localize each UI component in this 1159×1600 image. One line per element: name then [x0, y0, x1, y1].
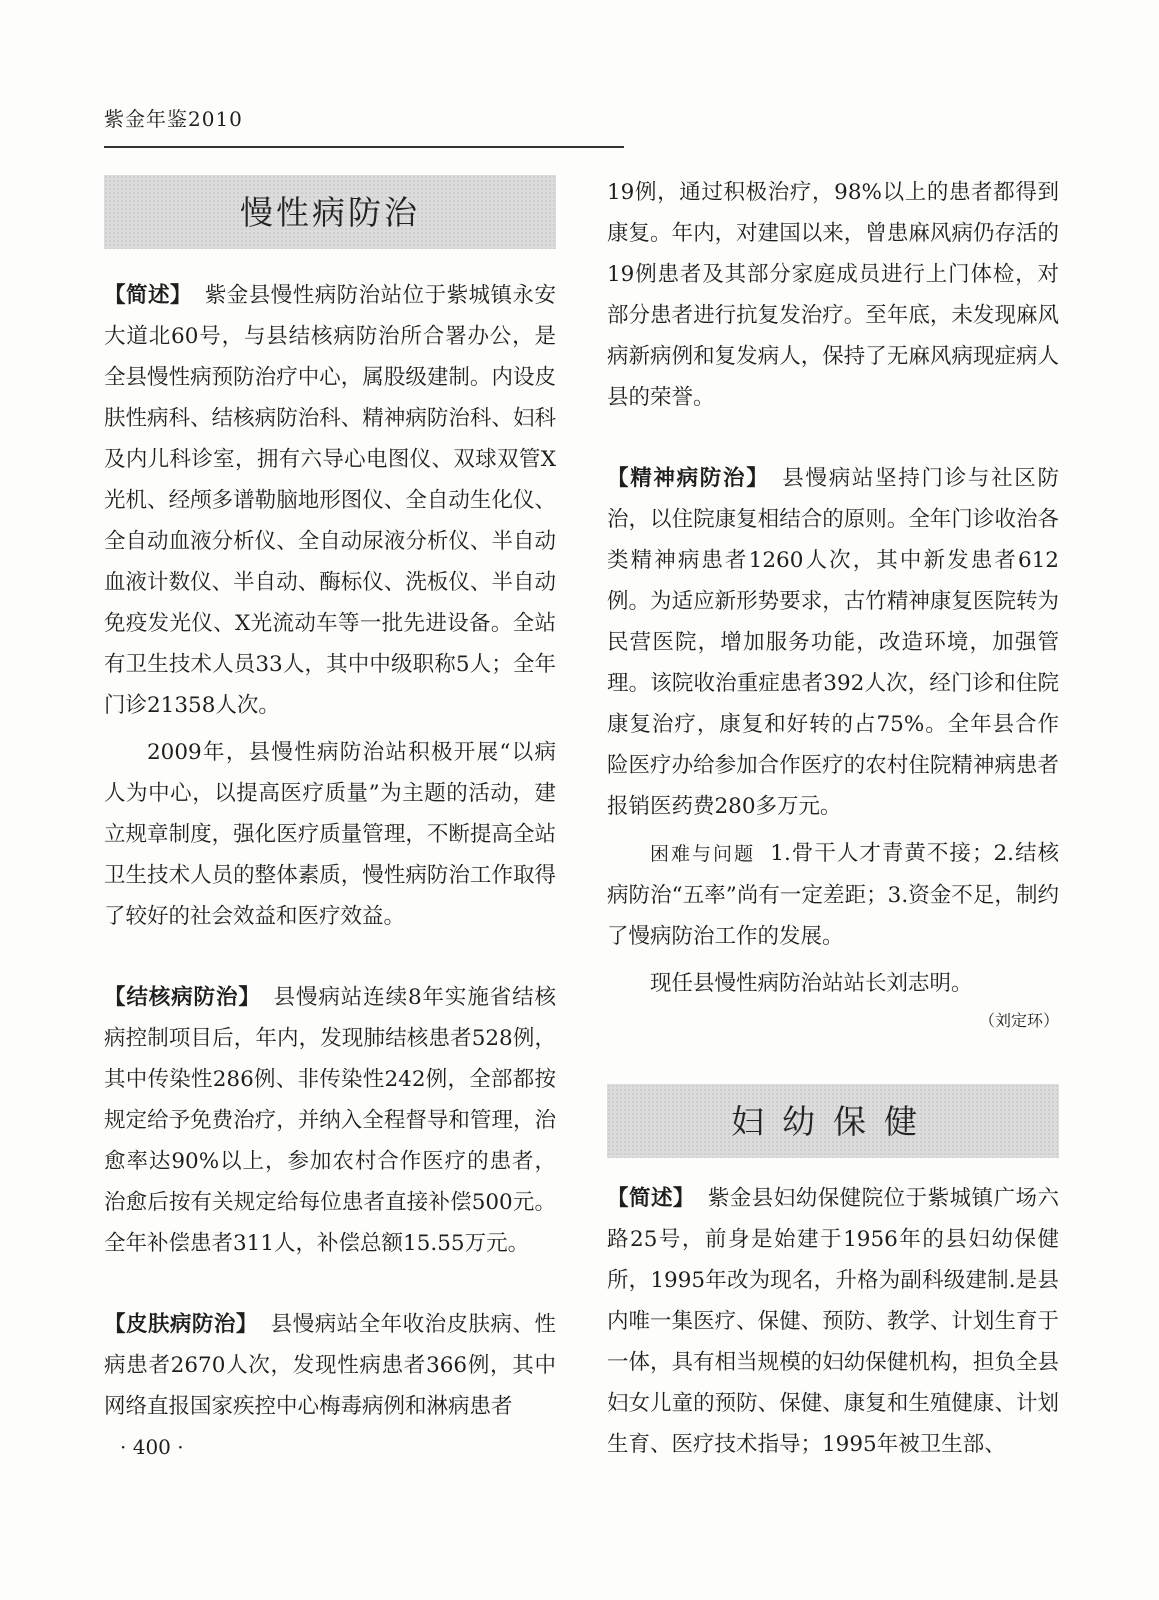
maternal-summary-tag: 【简述】 [607, 1186, 695, 1211]
maternal-summary [607, 1178, 1059, 1465]
skin-tag: 【皮肤病防治】 [104, 1312, 258, 1337]
tb-paragraph [104, 977, 556, 1264]
author-credit: （刘定环） [978, 1011, 1059, 1030]
maternal-section [607, 1084, 1059, 1465]
section-title-chronic: 慢性病防治 [104, 175, 556, 249]
skin-continued: 19例，通过积极治疗，98%以上的患者都得到康复。年内，对建国以来，曾患麻风病仍存活的19例患者及其部分家庭成员进行上门体检，对部分患者进行抗复发治疗。至年底，未发现麻风病新病例和复发病人，保持了无麻风病现症病人县的荣誉。 [607, 180, 1059, 410]
chronic-2009-paragraph: 2009年，县慢性病防治站积极开展“以病人为中心，以提高医疗质量”为主题的活动，建立规章制度，强化医疗质量管理，不断提高全站卫生技术人员的整体素质，慢性病防治工作取得了较好的社会效益和医疗效益。 [104, 740, 556, 929]
chronic-summary [104, 275, 556, 726]
director-paragraph: 现任县慢性病防治站站长刘志明。 [650, 971, 973, 996]
running-header: 紫金年鉴2010 [104, 107, 243, 131]
section-title-maternal: 妇幼保健 [607, 1084, 1059, 1158]
skin-paragraph [104, 1304, 556, 1427]
problems-label: 困难与问题 [650, 843, 756, 865]
tb-text: 县慢病站连续8年实施省结核病控制项目后，年内，发现肺结核患者528例，其中传染性286例、非传染性242例，全部都按规定给予免费治疗，并纳入全程督导和管理，治愈率达90%以上，参加农村合作医疗的患者，治愈后按有关规定给每位患者直接补偿500元。全年补偿患者311人，补偿总额15.55万元。 [104, 985, 556, 1256]
problems-text: 1.骨干人才青黄不接；2.结核病防治“五率”尚有一定差距；3.资金不足，制约了慢病防治工作的发展。 [607, 841, 1059, 949]
tb-tag: 【结核病防治】 [104, 985, 261, 1010]
header-rule [104, 146, 624, 148]
right-column [607, 172, 1059, 1465]
mental-text: 县慢病站坚持门诊与社区防治，以住院康复相结合的原则。全年门诊收治各类精神病患者1260人次，其中新发患者612例。为适应新形势要求，古竹精神康复医院转为民营医院，增加服务功能，改造环境，加强管理。该院收治重症患者392人次，经门诊和住院康复治疗，康复和好转的占75%。全年县合作险医疗办给参加合作医疗的农村住院精神病患者报销医药费280多万元。 [607, 466, 1059, 819]
page-number: · 400 · [120, 1435, 184, 1459]
problems-paragraph [607, 833, 1059, 957]
chronic-summary-tag: 【简述】 [104, 283, 192, 308]
left-column [104, 175, 556, 1427]
mental-tag: 【精神病防治】 [607, 466, 770, 491]
maternal-summary-text: 紫金县妇幼保健院位于紫城镇广场六路25号，前身是始建于1956年的县妇幼保健所，1995年改为现名，升格为副科级建制.是县内唯一集医疗、保健、预防、教学、计划生育于一体，具有相当规模的妇幼保健机构，担负全县妇女儿童的预防、保健、康复和生殖健康、计划生育、医疗技术指导；1995年被卫生部、 [607, 1186, 1059, 1457]
mental-paragraph [607, 458, 1059, 827]
chronic-summary-text: 紫金县慢性病防治站位于紫城镇永安大道北60号，与县结核病防治所合署办公，是全县慢性病预防治疗中心，属股级建制。内设皮肤性病科、结核病防治科、精神病防治科、妇科及内儿科诊室，拥有六导心电图仪、双球双管X光机、经颅多谱勒脑地形图仪、全自动生化仪、全自动血液分析仪、全自动尿液分析仪、半自动血液计数仪、半自动、酶标仪、洗板仪、半自动免疫发光仪、X光流动车等一批先进设备。全站有卫生技术人员33人，其中中级职称5人；全年门诊21358人次。 [104, 283, 556, 718]
skin-text: 县慢病站全年收治皮肤病、性病患者2670人次，发现性病患者366例，其中网络直报国家疾控中心梅毒病例和淋病患者 [104, 1312, 556, 1419]
